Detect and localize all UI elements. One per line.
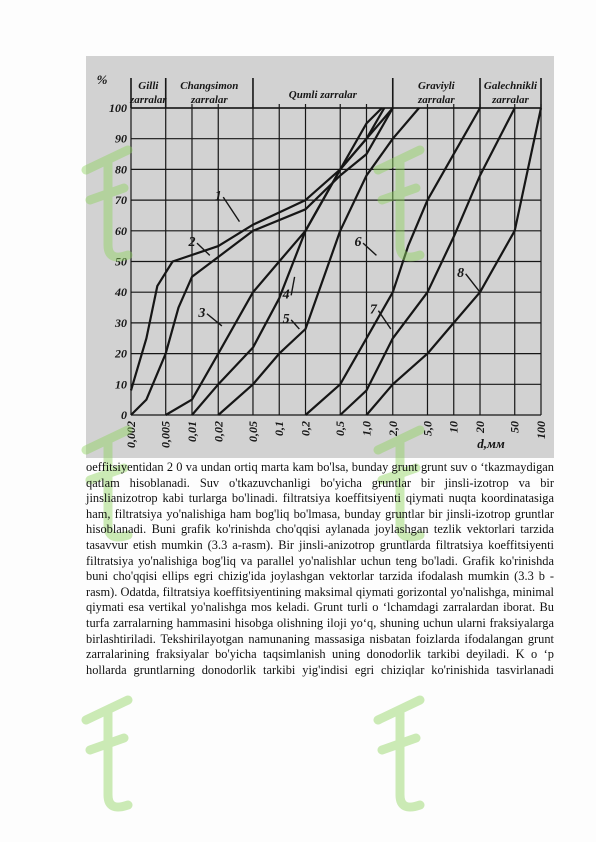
x-tick-label: 10 [446, 421, 461, 433]
zone-label: zarralar [492, 94, 529, 106]
x-tick-label: 0,01 [184, 421, 199, 442]
curve-label-leader [291, 320, 299, 329]
curve-label: 5 [282, 311, 290, 327]
x-tick-label: 2,0 [385, 421, 400, 436]
y-tick-label: 10 [115, 377, 127, 392]
x-tick-label: 1,0 [359, 421, 374, 436]
curve-label: 4 [282, 287, 290, 303]
grading-curve-1 [131, 108, 384, 390]
zone-label: zarralar [130, 94, 167, 106]
zone-label: Qumli zarralar [288, 89, 357, 101]
y-tick-label: 90 [115, 131, 127, 146]
y-tick-label: 40 [115, 285, 127, 300]
x-tick-label: 0,5 [333, 421, 348, 436]
curve-label: 3 [198, 305, 206, 321]
x-tick-label: 20 [473, 421, 488, 433]
x-tick-label: 0,2 [298, 421, 313, 436]
grain-size-distribution-figure [86, 56, 554, 458]
y-tick-label: 20 [115, 346, 127, 361]
curve-label-leader [378, 311, 390, 329]
zone-label: zarralar [191, 94, 228, 106]
x-tick-label: 0,005 [158, 421, 173, 448]
y-tick-label: 50 [115, 254, 127, 269]
x-tick-label: 100 [534, 421, 548, 439]
curve-label: 7 [369, 302, 377, 318]
y-tick-label: 60 [115, 223, 127, 238]
x-axis-unit: d,мм [477, 436, 505, 451]
zone-label: Galechnikli [483, 80, 538, 92]
zone-label: Changsimon [180, 80, 239, 92]
curve-label-leader [207, 314, 222, 326]
zone-label: zarralar [418, 94, 455, 106]
zone-label: Graviyli [418, 80, 455, 92]
y-tick-label: 0 [121, 408, 127, 422]
watermark-icon [78, 140, 138, 270]
y-axis-unit: % [96, 72, 108, 87]
curve-label: 1 [214, 189, 222, 205]
x-tick-label: 0,05 [245, 421, 260, 442]
y-tick-label: 70 [115, 193, 127, 208]
curve-label: 6 [354, 235, 362, 251]
watermark-icon [370, 690, 430, 820]
x-tick-label: 50 [507, 421, 522, 433]
y-tick-label: 100 [109, 101, 127, 115]
x-tick-label: 0,1 [272, 421, 287, 436]
curve-label: 8 [457, 265, 465, 281]
granulometric-chart [86, 56, 554, 458]
x-tick-label: 5,0 [420, 421, 435, 436]
x-tick-label: 0,002 [124, 421, 138, 448]
zone-label: Gilli [138, 80, 159, 92]
curve-label-leader [223, 197, 239, 221]
curve-label: 2 [188, 235, 196, 251]
watermark-icon [78, 690, 138, 820]
watermark-icon [370, 140, 430, 270]
curve-label-leader [466, 274, 480, 292]
y-tick-label: 30 [115, 315, 127, 330]
body-paragraph: oeffitsiyentidan 2 0 va undan ortiq marta kam bo'lsa, bunday grunt grunt suv o ‘tkazmaydigan qatlam hisoblanadi. Suv o'tkazuvchanligi bo'yicha gruntlar bir jinsli-izotrop va bir jinslianizotrop kabi turlarga bo'linadi. filtratsiya koeffitsiyenti qiymati nuqta koordinatasiga ham, filtratsiya yo'nalishiga ham bog'liq bo'lmasa, bunday gruntlar bir jinsli-izotrop gruntlar hisoblanadi. Buni grafik ko'rinishda cho'qqisi aylanada joylashgan tezlik vektorlari tarzida tasavvur etish mumkin (3.3 a-rasm). Bir jinsli-anizotrop gruntlarda filtratsiya koeffitsiyenti filtratsiya yo'nalishiga bog'liq va parallel yo'nalishlar uchun teng bo'ladi. Grafik ko'rinishda buni cho'qqisi ellips egri chizig'ida joylashgan vektorlar tarzida ifodalash mumkin (3.3 b - rasm). Odatda, filtratsiya koeffitsiyentining maksimal qiymati gorizontal yo'nalishga, minimal qiymati esa vertikal yo'nalishga mos keladi. Grunt turli o ‘lchamdagi zarralardan iborat. Bu turfa zarralarning hammasini hisobga olishning iloji yo‘q, shuning uchun ularni fraksiyalarga birlashtiriladi. Tekshirilayotgan namunaning massasiga nisbatan foizlarda ifodalangan grunt zarralarining fraksiyalar bo'yicha taqsimlanish uning donodorlik tarkibi deyiladi. K o ‘p hollarda gruntlarning donodorlik tarkibi yig'indisi egri chiziqlar ko'rinishida tasvirlanadi [86, 460, 554, 677]
x-tick-label: 0,02 [211, 421, 226, 442]
y-tick-label: 80 [115, 162, 127, 177]
body-text [86, 460, 554, 678]
